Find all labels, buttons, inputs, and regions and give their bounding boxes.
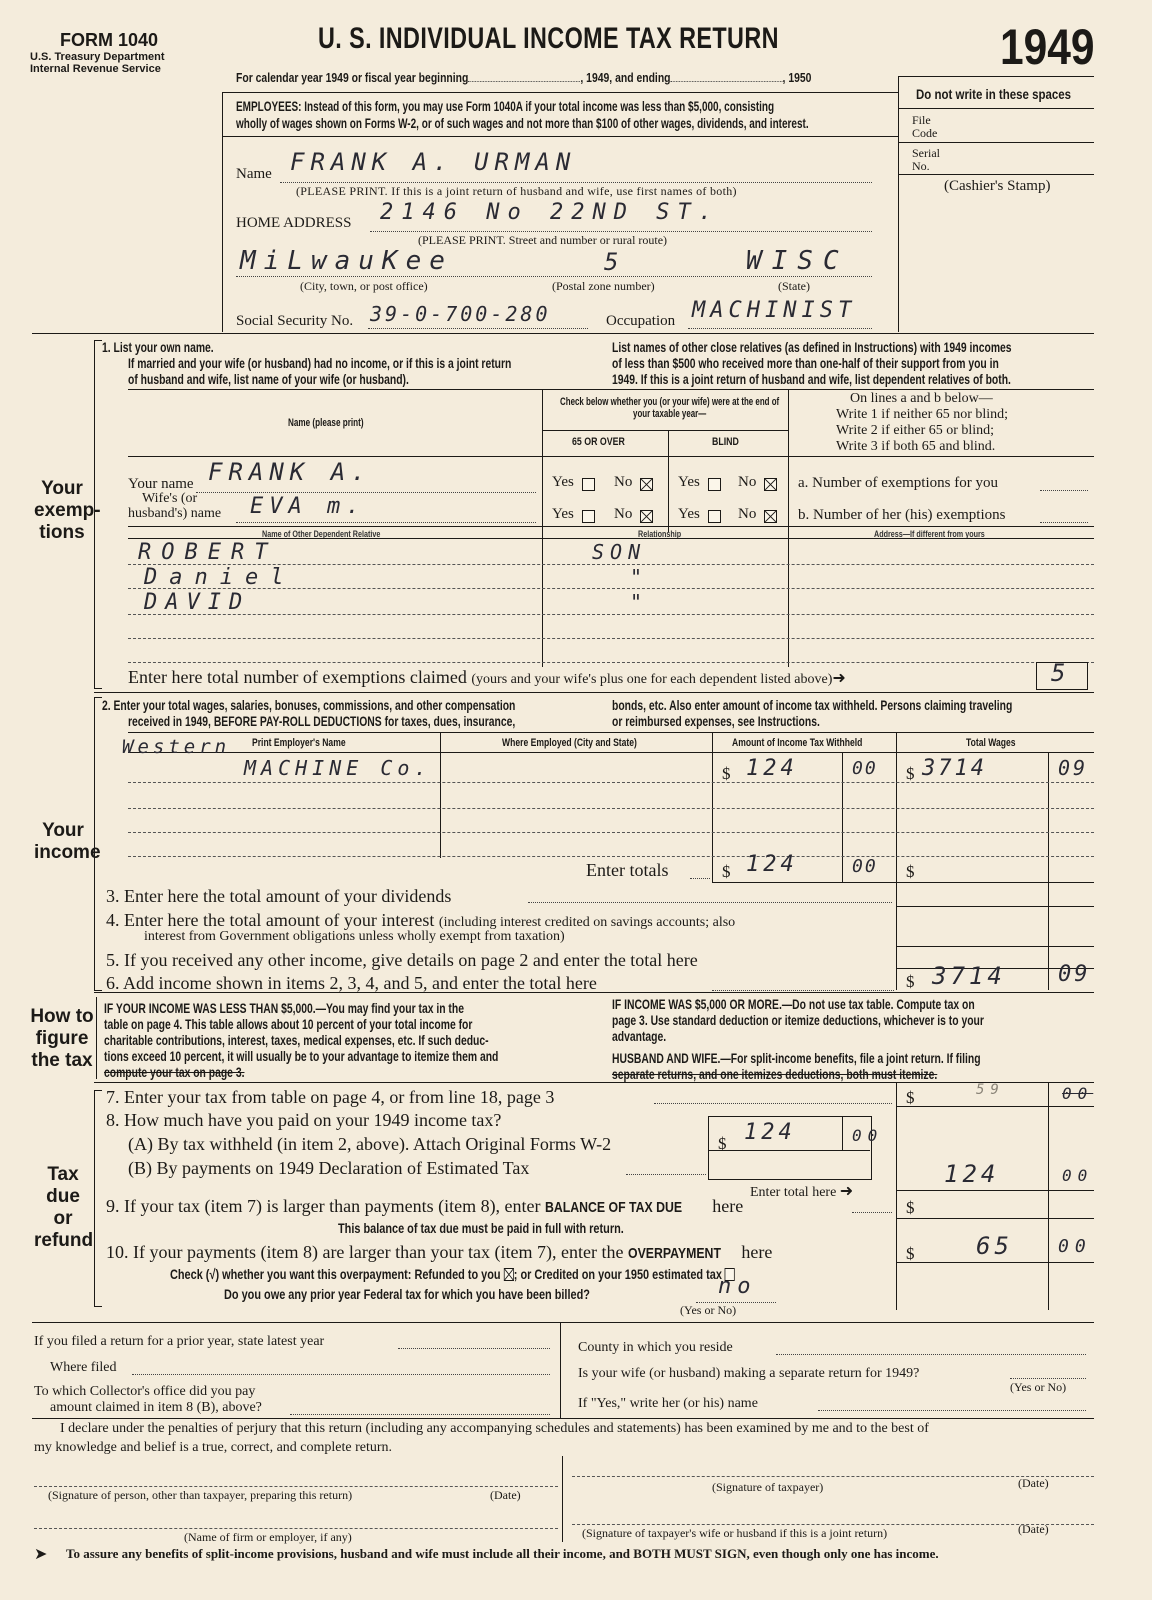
calendar-year-line: For calendar year 1949 or fiscal year beginning , 1949, and ending , 1950	[236, 70, 812, 85]
wife-blind-yes-checkbox[interactable]	[708, 510, 721, 523]
where-filed-label: Where filed	[50, 1360, 117, 1375]
address-field[interactable]: 2146 No 22ND ST.	[380, 200, 720, 225]
overpayment-check-line: Check (√) whether you want this overpayment: Refunded to you ; or Credited on your 1950 estimated tax	[170, 1266, 735, 1282]
item1-right-3: 1949. If this is a joint return of husband and wife, list dependent relatives of both.	[612, 371, 1011, 387]
declaration-1: I declare under the penalties of perjury that this return (including any accompanying schedules and statements) has been examined by me and to the best of	[60, 1421, 929, 1436]
refunded-checkbox[interactable]	[504, 1268, 514, 1281]
county-label: County in which you reside	[578, 1340, 733, 1355]
item8-total-dollars[interactable]: 124	[944, 1160, 1000, 1188]
item10-label: 10. If your payments (item 8) are larger than your tax (item 7), enter the OVERPAYMENT here	[106, 1242, 773, 1262]
city-hint: (City, town, or post office)	[300, 279, 428, 293]
firm-name-label: (Name of firm or employer, if any)	[184, 1530, 352, 1544]
withheld-dollars[interactable]: 124	[746, 756, 798, 781]
dollar-sign: $	[906, 1198, 915, 1217]
item8-label: 8. How much have you paid on your 1949 income tax?	[106, 1110, 502, 1130]
item5-label: 5. If you received any other income, give details on page 2 and enter the total here	[106, 950, 698, 970]
employer-name-line2[interactable]: MACHINE Co.	[244, 756, 432, 780]
item9-note: This balance of tax due must be paid in full with return.	[338, 1220, 624, 1236]
dependent-relationship[interactable]: "	[630, 590, 649, 614]
item7-label: 7. Enter your tax from table on page 4, or from line 18, page 3	[106, 1087, 555, 1107]
no-label: No	[738, 506, 757, 522]
name-col-header: Name (please print)	[288, 417, 364, 429]
wages-header: Total Wages	[966, 737, 1016, 749]
dependent-name[interactable]: DAVID	[144, 590, 251, 615]
howto-right-text: IF INCOME WAS $5,000 OR MORE.—Do not use tax table. Compute tax on page 3. Use standard deduction or itemize deductions, whichever is to your advantage. HUSBAND AND WIFE.—For split-income benefits, file a joint return. If filing separate returns, and one itemizes deductions, both must itemize.	[612, 996, 984, 1082]
wife-over65-no-checkbox[interactable]	[640, 510, 653, 523]
item1-right-1: List names of other close relatives (as defined in Instructions) with 1949 incomes	[612, 339, 1012, 355]
wife-name-label: Wife's (or husband's) name	[128, 491, 222, 521]
state-hint: (State)	[778, 279, 810, 293]
enter-total-label: Enter total here ➜	[750, 1183, 854, 1200]
lines-note: On lines a and b below— Write 1 if neither 65 nor blind; Write 2 if either 65 or blind; Write 3 if both 65 and blind.	[836, 391, 1009, 454]
item2-left-1: 2. Enter your total wages, salaries, bonuses, commissions, and other compensation	[102, 697, 516, 713]
no-label: No	[614, 474, 633, 490]
total-exemptions-box[interactable]	[1036, 659, 1088, 690]
your-name-label: Your name	[128, 476, 194, 492]
check-header: Check below whether you (or your wife) were at the end of your taxable year—	[560, 396, 780, 420]
employees-note-2: wholly of wages shown on Forms W-2, or of such wages and not more than $100 of other wages, dividends, and interest.	[236, 116, 809, 131]
dollar-sign: $	[906, 972, 915, 991]
item7-cents[interactable]: 00	[1062, 1084, 1094, 1103]
prior-year-label: If you filed a return for a prior year, state latest year	[34, 1334, 325, 1349]
yes-no-hint: (Yes or No)	[1010, 1380, 1067, 1394]
ssn-field[interactable]: 39-0-700-280	[370, 302, 551, 326]
item1-left-2: If married and your wife (or husband) had no income, or if this is a joint return	[128, 355, 512, 371]
prior-tax-question: Do you owe any prior year Federal tax for which you have been billed?	[224, 1286, 590, 1302]
if-yes-label: If "Yes," write her (or his) name	[578, 1396, 758, 1411]
item8a-cents[interactable]: 00	[852, 1126, 884, 1145]
yes-label: Yes	[552, 506, 574, 522]
dep-name-header: Name of Other Dependent Relative	[262, 529, 381, 539]
dependent-relationship[interactable]: "	[630, 565, 649, 589]
dependent-name[interactable]: Daniel	[144, 565, 296, 590]
item6-label: 6. Add income shown in items 2, 3, 4, and 5, and enter the total here	[106, 973, 597, 993]
address-label: HOME ADDRESS	[236, 215, 352, 231]
file-code-label: File Code	[912, 113, 938, 140]
treasury-dept: U.S. Treasury Department	[30, 51, 165, 63]
howto-left-text: IF YOUR INCOME WAS LESS THAN $5,000.—You may find your tax in the table on page 4. This table allows about 10 percent of your total income for charitable contributions, interest, taxes, medical expenses, etc. If such deduc- tions exceed 10 percent, it will usually be to your advantage to itemize them and compute your tax on page 3.	[104, 1000, 499, 1080]
dollar-sign: $	[722, 862, 731, 881]
item6-dollars[interactable]: 3714	[932, 962, 1006, 990]
withheld-header: Amount of Income Tax Withheld	[732, 737, 863, 749]
total-exemptions-value: 5	[1051, 659, 1072, 687]
collector-label: To which Collector's office did you pay amount claimed in item 8 (B), above?	[34, 1384, 262, 1415]
withheld-cents[interactable]: 00	[852, 758, 878, 779]
occupation-field[interactable]: MACHINIST	[692, 298, 857, 323]
do-not-write: Do not write in these spaces	[916, 86, 1072, 102]
item3-label: 3. Enter here the total amount of your dividends	[106, 886, 452, 906]
zone-hint: (Postal zone number)	[552, 279, 655, 293]
blind-header: BLIND	[712, 436, 739, 448]
item8-total-cents[interactable]: 00	[1062, 1166, 1094, 1185]
dollar-sign: $	[906, 1244, 915, 1263]
cashier-stamp: (Cashier's Stamp)	[944, 178, 1051, 194]
yes-or-no-hint: (Yes or No)	[680, 1303, 737, 1317]
ssn-label: Social Security No.	[236, 313, 354, 329]
blind-no-checkbox[interactable]	[764, 478, 777, 491]
spouse-date-label: (Date)	[1018, 1522, 1049, 1536]
dollar-sign: $	[906, 764, 915, 783]
preparer-signature-label: (Signature of person, other than taxpayer, preparing this return)	[48, 1488, 353, 1502]
bottom-note: To assure any benefits of split-income provisions, husband and wife must include all their income, and BOTH MUST SIGN, even though only one has income.	[66, 1546, 939, 1561]
address-hint: (PLEASE PRINT. Street and number or rural route)	[418, 233, 668, 247]
item4-label: 4. Enter here the total amount of your interest (including interest credited on savings accounts; also	[106, 910, 736, 930]
employees-note-1: EMPLOYEES: Instead of this form, you may use Form 1040A if your total income was less than $5,000, consisting	[236, 99, 775, 114]
dollar-sign: $	[906, 862, 915, 881]
wife-name-field[interactable]: EVA m.	[250, 494, 366, 519]
dollar-sign: $	[906, 1088, 915, 1107]
yes-label: Yes	[552, 474, 574, 490]
totals-label: Enter totals	[586, 860, 669, 880]
item10-cents[interactable]: 00	[1058, 1236, 1092, 1257]
over65-header: 65 OR OVER	[572, 436, 625, 448]
taxpayer-date-label: (Date)	[1018, 1476, 1049, 1490]
totals-withheld-dollars[interactable]: 124	[746, 852, 798, 877]
wife-over65-yes-checkbox[interactable]	[582, 510, 595, 523]
yes-label: Yes	[678, 506, 700, 522]
name-label: Name	[236, 166, 272, 182]
city-field[interactable]: MiLwauKee	[240, 246, 453, 276]
dependent-name[interactable]: ROBERT	[138, 540, 278, 565]
item8a-label: (A) By tax withheld (in item 2, above). Attach Original Forms W-2	[128, 1134, 612, 1154]
your-name-field[interactable]: FRANK A.	[208, 458, 372, 486]
declaration-2: my knowledge and belief is a true, correct, and complete return.	[34, 1440, 393, 1455]
yes-label: Yes	[678, 474, 700, 490]
exemptions-side-label: Your exemp- tions	[34, 478, 101, 543]
dep-address-header: Address—If different from yours	[874, 529, 985, 539]
state-field[interactable]: WISC	[746, 246, 849, 276]
wife-blind-no-checkbox[interactable]	[764, 510, 777, 523]
wages-dollars[interactable]: 3714	[922, 756, 987, 781]
no-label: No	[614, 506, 633, 522]
occupation-label: Occupation	[606, 313, 676, 329]
income-side-label: Your income	[34, 820, 101, 863]
blind-yes-checkbox[interactable]	[708, 478, 721, 491]
item2-right-1: bonds, etc. Also enter amount of income tax withheld. Persons claiming traveling	[612, 697, 1013, 713]
howto-side-label: How to figure the tax	[30, 1006, 94, 1071]
where-employed-header: Where Employed (City and State)	[502, 737, 637, 749]
totals-withheld-cents[interactable]: 00	[852, 856, 878, 877]
tax-side-label: Tax due or refund	[34, 1164, 94, 1251]
employer-name-line1[interactable]: Western	[122, 736, 231, 758]
dollar-sign: $	[718, 1134, 727, 1153]
line-a-label: a. Number of exemptions for you	[798, 475, 998, 491]
item2-right-2: or reimbursed expenses, see Instructions.	[612, 713, 820, 729]
taxpayer-signature-field[interactable]	[572, 1458, 982, 1476]
item6-cents[interactable]: 09	[1058, 962, 1091, 987]
form-title: U. S. INDIVIDUAL INCOME TAX RETURN	[318, 22, 779, 55]
employer-header: Print Employer's Name	[252, 737, 346, 749]
prior-tax-answer[interactable]: no	[718, 1274, 757, 1299]
zone-field[interactable]: 5	[604, 248, 625, 276]
wages-cents[interactable]: 09	[1058, 756, 1089, 780]
dependent-relationship[interactable]: SON	[592, 540, 647, 564]
no-label: No	[738, 474, 757, 490]
name-hint: (PLEASE PRINT. If this is a joint return of husband and wife, use first names of both)	[296, 184, 737, 198]
form-number: FORM 1040	[60, 30, 159, 50]
item1-left-1: 1. List your own name.	[102, 339, 214, 355]
irs-label: Internal Revenue Service	[30, 63, 161, 75]
item1-right-2: of less than $500 who received more than one-half of their support from you in	[612, 355, 999, 371]
item8b-label: (B) By payments on 1949 Declaration of Estimated Tax	[128, 1158, 530, 1178]
item10-dollars[interactable]: 65	[976, 1232, 1013, 1260]
dollar-sign: $	[722, 764, 731, 783]
taxpayer-signature-label: (Signature of taxpayer)	[712, 1480, 824, 1494]
over65-no-checkbox[interactable]	[640, 478, 653, 491]
item1-left-3: of husband and wife, list name of your wife (or husband).	[128, 371, 409, 387]
total-exemptions-label: Enter here total number of exemptions claimed (yours and your wife's plus one for each dependent listed above)➜	[128, 667, 846, 687]
over65-yes-checkbox[interactable]	[582, 478, 595, 491]
name-field[interactable]: FRANK A. URMAN	[290, 148, 577, 176]
tax-year: 1949	[1000, 19, 1095, 75]
preparer-date-label: (Date)	[490, 1488, 521, 1502]
spouse-signature-label: (Signature of taxpayer's wife or husband if this is a joint return)	[582, 1526, 888, 1540]
item7-dollars[interactable]: 59	[976, 1082, 1005, 1098]
relationship-header: Relationship	[638, 529, 682, 539]
separate-return-label: Is your wife (or husband) making a separate return for 1949?	[578, 1366, 920, 1381]
item9-label: 9. If your tax (item 7) is larger than payments (item 8), enter BALANCE OF TAX DUE here	[106, 1196, 744, 1216]
item8a-dollars[interactable]: 124	[744, 1120, 796, 1145]
item2-left-2: received in 1949, BEFORE PAY-ROLL DEDUCTIONS for taxes, dues, insurance,	[128, 713, 516, 729]
serial-no-label: Serial No.	[912, 146, 940, 173]
item4-note: interest from Government obligations unless wholly exempt from taxation)	[144, 929, 565, 944]
arrow-icon: ➤	[34, 1546, 48, 1563]
line-b-label: b. Number of her (his) exemptions	[798, 507, 1006, 523]
